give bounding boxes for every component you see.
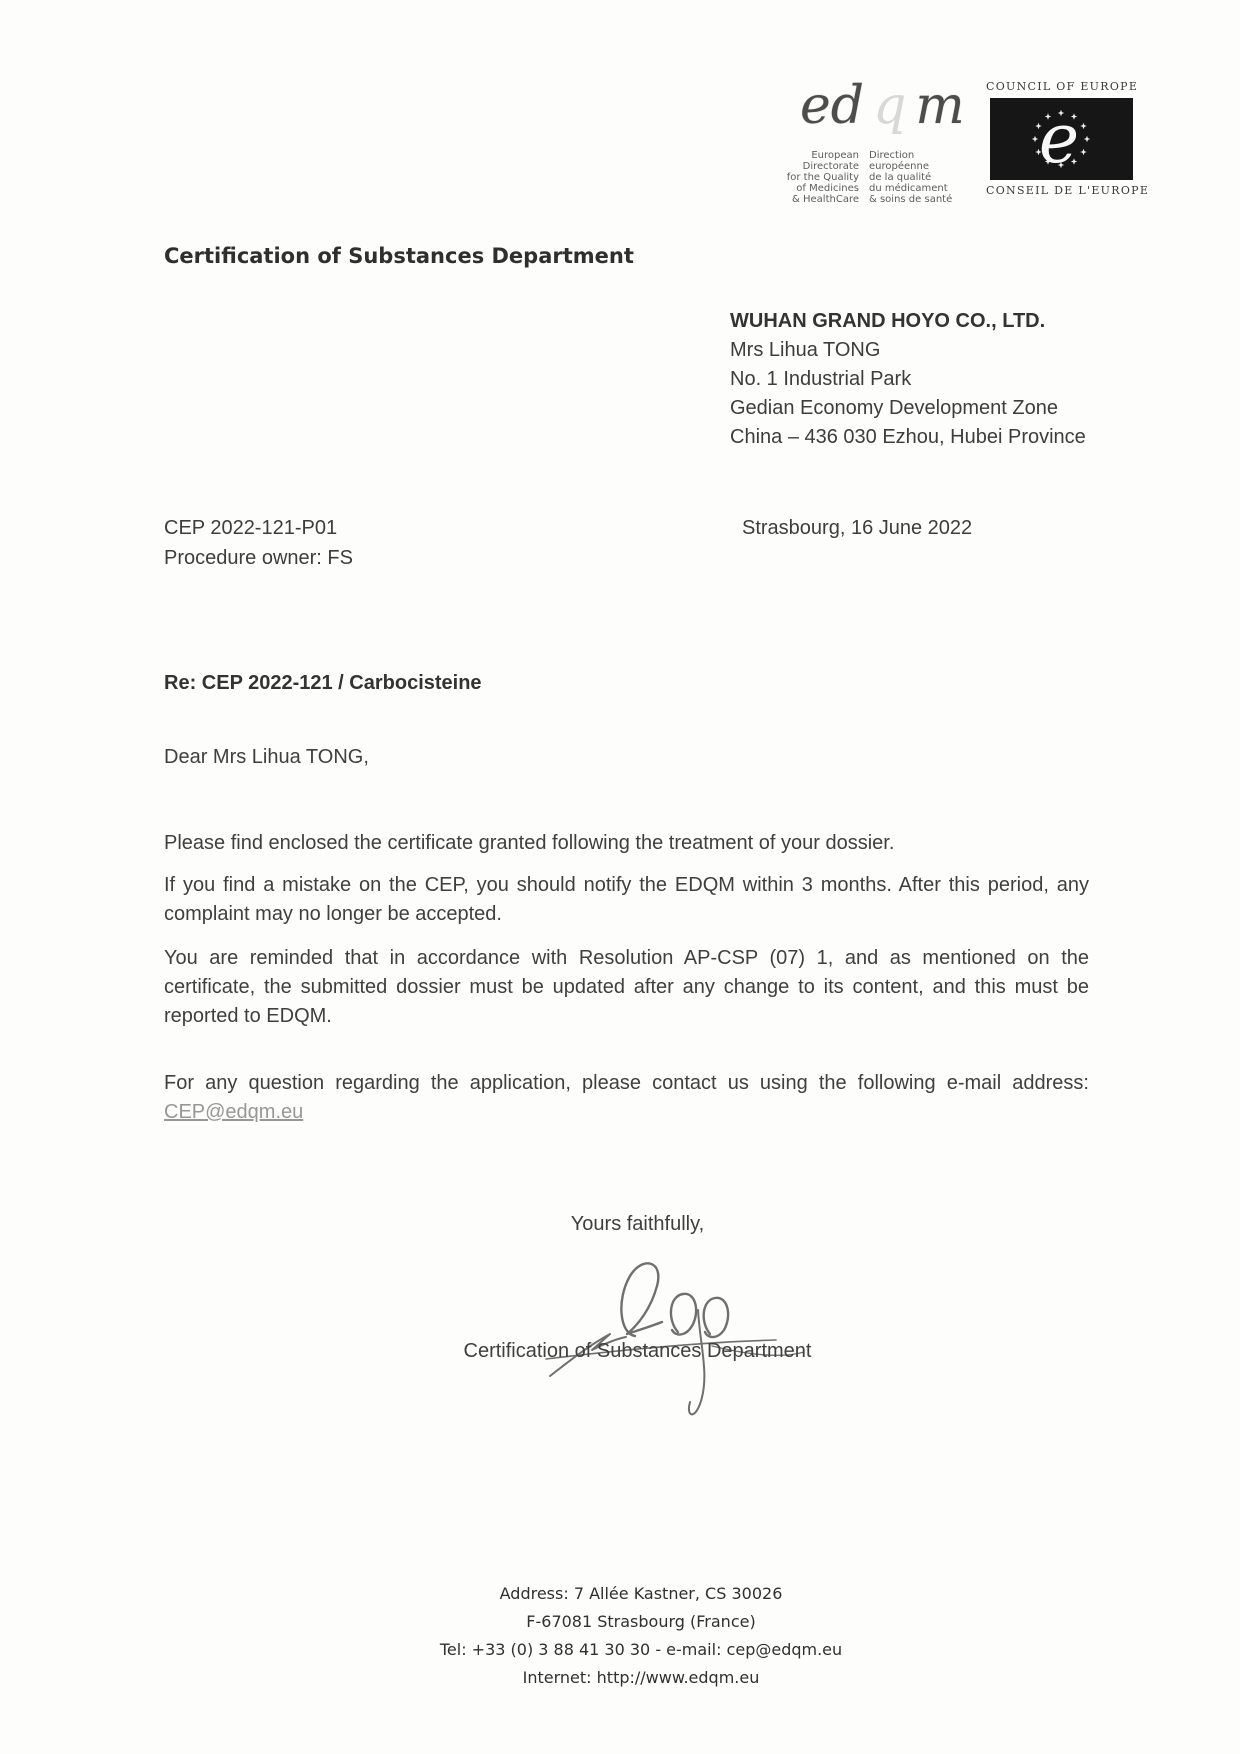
edqm-logo — [800, 76, 965, 136]
recipient-contact-name: Mrs Lihua TONG — [730, 339, 881, 361]
edqm-tagline-french: Direction européenne de la qualité du médicament & soins de santé — [869, 150, 953, 205]
paragraph-enclosed-certificate: Please find enclosed the certificate granted following the treatment of your dossier. — [164, 832, 895, 854]
footer-address: Address: 7 Allée Kastner, CS 30026 — [499, 1584, 783, 1603]
edqm-tagline-english: European Directorate for the Quality of Medicines & HealthCare — [786, 150, 859, 205]
recipient-zone: Gedian Economy Development Zone — [730, 397, 1058, 419]
paragraph-contact-text: For any question regarding the application, please contact us using the following e-mail address: — [164, 1072, 1089, 1094]
paragraph-mistake-notice: If you find a mistake on the CEP, you should notify the EDQM within 3 months. After this period, any complaint may no longer be accepted. — [164, 874, 1089, 925]
place-date: Strasbourg, 16 June 2022 — [742, 517, 973, 539]
paragraph-resolution-reminder: You are reminded that in accordance with Resolution AP-CSP (07) 1, and as mentioned on the certificate, the submitted dossier must be updated after any change to its content, and this must be reported to EDQM. — [164, 947, 1089, 1027]
council-of-europe-logo — [986, 80, 1150, 197]
recipient-address-block — [730, 307, 1086, 452]
edqm-logo-ed: ed — [800, 76, 865, 136]
coe-emblem-icon — [990, 98, 1133, 180]
footer-city: F-67081 Strasbourg (France) — [526, 1612, 756, 1631]
recipient-company: WUHAN GRAND HOYO CO., LTD. — [730, 310, 1046, 332]
edqm-logo-m: m — [915, 76, 965, 136]
footer-tel-email: Tel: +33 (0) 3 88 41 30 30 - e-mail: cep@edqm.eu — [439, 1640, 843, 1659]
signer-department: Certification of Substances Department — [463, 1340, 812, 1362]
department-heading: Certification of Substances Department — [164, 244, 634, 268]
footer-internet: Internet: http://www.edqm.eu — [522, 1668, 760, 1687]
coe-title-en: COUNCIL OF EUROPE — [986, 80, 1139, 93]
coe-title-fr: CONSEIL DE L'EUROPE — [986, 184, 1150, 197]
valediction: Yours faithfully, — [570, 1213, 705, 1235]
cep-email-link[interactable]: CEP@edqm.eu — [164, 1101, 304, 1123]
signature-icon — [540, 1238, 810, 1423]
subject-line: Re: CEP 2022-121 / Carbocisteine — [164, 672, 482, 694]
footer-contact-block — [341, 1580, 941, 1692]
paragraph-contact — [164, 1069, 1089, 1127]
salutation: Dear Mrs Lihua TONG, — [164, 746, 369, 768]
procedure-owner: Procedure owner: FS — [164, 547, 353, 569]
edqm-logo-q: q — [873, 76, 907, 136]
coe-e-icon: e — [1038, 100, 1079, 179]
recipient-street: No. 1 Industrial Park — [730, 368, 912, 390]
cep-reference: CEP 2022-121-P01 — [164, 517, 338, 539]
recipient-country: China – 436 030 Ezhou, Hubei Province — [730, 426, 1086, 448]
edqm-tagline — [763, 150, 973, 205]
